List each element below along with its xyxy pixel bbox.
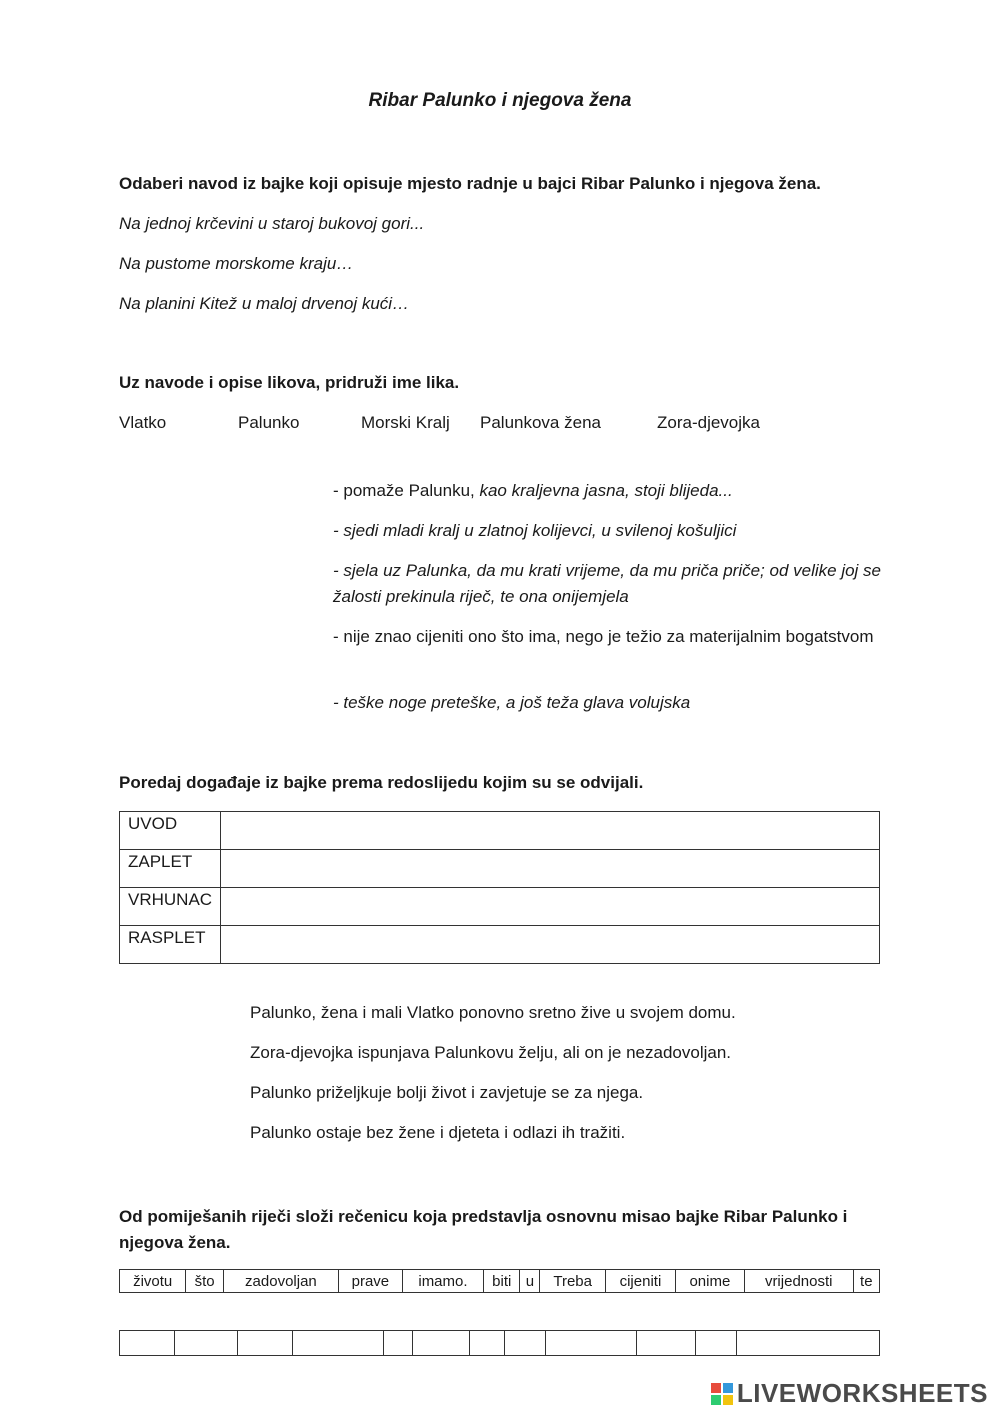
option-place-3[interactable]: Na planini Kitež u maloj drvenoj kući… [119, 294, 410, 313]
answer-slot[interactable] [120, 1331, 175, 1356]
table-row [120, 888, 880, 926]
word-tile[interactable]: biti [484, 1270, 520, 1293]
event-1[interactable]: Palunko, žena i mali Vlatko ponovno sretno žive u svojem domu. [250, 1003, 736, 1022]
answer-cell-rasplet[interactable] [221, 926, 880, 964]
word-tile[interactable]: te [853, 1270, 879, 1293]
description-2-quote: - sjedi mladi kralj u zlatnoj kolijevci, u svilenoj košuljici [333, 521, 737, 540]
word-tile[interactable]: vrijednosti [744, 1270, 853, 1293]
table-row [120, 812, 880, 850]
word-tile[interactable]: prave [338, 1270, 402, 1293]
row-label-uvod: UVOD [120, 812, 221, 850]
description-3-quote: - sjela uz Palunka, da mu krati vrijeme, da mu priča priče; od velike joj se žalosti prekinula riječ, te ona onijemjela [333, 561, 882, 606]
event-3[interactable]: Palunko priželjkuje bolji život i zavjetuje se za njega. [250, 1083, 644, 1102]
description-1[interactable] [333, 478, 893, 504]
description-1-quote: kao kraljevna jasna, stoji blijeda... [479, 481, 733, 500]
character-names [0, 413, 1000, 437]
event-2[interactable]: Zora-djevojka ispunjava Palunkovu želju, ali on je nezadovoljan. [250, 1043, 732, 1062]
answer-slot[interactable] [546, 1331, 637, 1356]
question-1-prompt: Odaberi navod iz bajke koji opisuje mjesto radnje u bajci Ribar Palunko i njegova žena. [119, 174, 821, 193]
answer-slot[interactable] [384, 1331, 413, 1356]
table-row [120, 926, 880, 964]
answer-cell-vrhunac[interactable] [221, 888, 880, 926]
description-3[interactable] [333, 558, 893, 610]
answer-slot[interactable] [696, 1331, 737, 1356]
row-label-vrhunac: VRHUNAC [120, 888, 221, 926]
liveworksheets-logo-text: LIVEWORKSHEETS [736, 1378, 988, 1408]
row-label-rasplet: RASPLET [120, 926, 221, 964]
answer-slot[interactable] [238, 1331, 293, 1356]
word-tile[interactable]: onime [675, 1270, 744, 1293]
answer-slot[interactable] [470, 1331, 505, 1356]
option-place-1[interactable]: Na jednoj krčevini u staroj bukovoj gori... [119, 214, 425, 233]
sentence-answer-table [119, 1330, 880, 1356]
description-4-text: - nije znao cijeniti ono što ima, nego je težio za materijalnim bogatstvom [333, 627, 874, 646]
liveworksheets-logo-icon [711, 1383, 733, 1405]
word-tile[interactable]: u [520, 1270, 540, 1293]
page-title: Ribar Palunko i njegova žena [368, 90, 632, 111]
word-tile[interactable]: životu [120, 1270, 186, 1293]
name-zora-djevojka[interactable]: Zora-djevojka [657, 413, 760, 432]
answer-cell-uvod[interactable] [221, 812, 880, 850]
name-palunko[interactable]: Palunko [238, 413, 300, 432]
word-tile[interactable]: zadovoljan [223, 1270, 338, 1293]
liveworksheets-logo[interactable] [711, 1378, 988, 1409]
name-palunkova-zena[interactable]: Palunkova žena [480, 413, 601, 432]
table-row [120, 1270, 880, 1293]
answer-cell-zaplet[interactable] [221, 850, 880, 888]
question-3-prompt: Poredaj događaje iz bajke prema redoslijedu kojim su se odvijali. [119, 773, 644, 792]
description-2[interactable] [333, 518, 893, 544]
answer-slot[interactable] [175, 1331, 238, 1356]
answer-slot[interactable] [413, 1331, 470, 1356]
description-5-quote: - teške noge preteške, a još teža glava volujska [333, 693, 691, 712]
table-row [120, 850, 880, 888]
description-4[interactable] [333, 624, 893, 650]
word-tile[interactable]: što [186, 1270, 224, 1293]
plot-order-table [119, 811, 880, 964]
description-5[interactable] [333, 690, 893, 716]
event-4[interactable]: Palunko ostaje bez žene i djeteta i odlazi ih tražiti. [250, 1123, 626, 1142]
question-4-prompt: Od pomiješanih riječi složi rečenicu koja predstavlja osnovnu misao bajke Ribar Palunko i njegova žena. [119, 1207, 848, 1252]
table-row [120, 1331, 880, 1356]
description-1-plain: - pomaže Palunku, [333, 481, 480, 500]
word-bank-table [119, 1269, 880, 1293]
word-tile[interactable]: cijeniti [605, 1270, 675, 1293]
answer-slot[interactable] [637, 1331, 696, 1356]
row-label-zaplet: ZAPLET [120, 850, 221, 888]
question-2-prompt: Uz navode i opise likova, pridruži ime lika. [119, 373, 460, 392]
answer-slot[interactable] [505, 1331, 546, 1356]
answer-slot[interactable] [293, 1331, 384, 1356]
option-place-2[interactable]: Na pustome morskome kraju… [119, 254, 354, 273]
name-vlatko[interactable]: Vlatko [119, 413, 167, 432]
answer-slot[interactable] [737, 1331, 880, 1356]
word-tile[interactable]: Treba [540, 1270, 605, 1293]
word-tile[interactable]: imamo. [402, 1270, 483, 1293]
name-morski-kralj[interactable]: Morski Kralj [361, 413, 450, 432]
